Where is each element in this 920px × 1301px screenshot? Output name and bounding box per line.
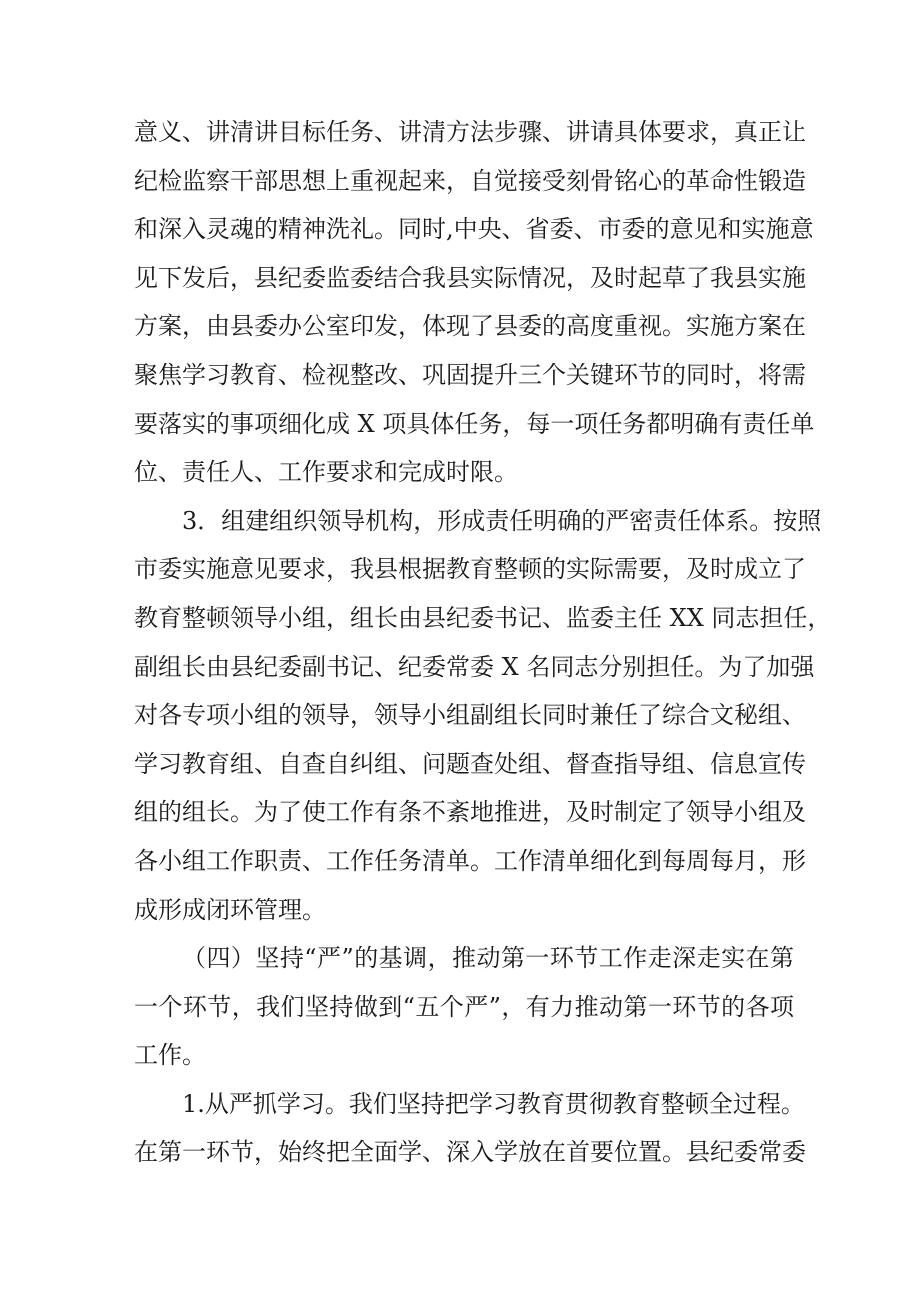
paragraph-line: 市委实施意见要求，我县根据教育整顿的实际需要，及时成立了 <box>134 555 806 584</box>
paragraph-line: 教育整顿领导小组，组长由县纪委书记、监委主任 XX 同志担任， <box>134 603 832 632</box>
paragraph-line: 成形成闭环管理。 <box>134 895 326 924</box>
paragraph-line: 副组长由县纪委副书记、纪委常委 X 名同志分别担任。为了加强 <box>134 652 815 681</box>
paragraph-line: 在第一环节，始终把全面学、深入学放在首要位置。县纪委常委 <box>134 1138 806 1167</box>
paragraph-line: 位、责任人、工作要求和完成时限。 <box>134 458 518 487</box>
paragraph-line: 各小组工作职责、工作任务清单。工作清单细化到每周每月，形 <box>134 846 806 875</box>
paragraph-line: 组的组长。为了使工作有条不紊地推进，及时制定了领导小组及 <box>134 798 806 827</box>
paragraph-line: 学习教育组、自查自纠组、问题查处组、督查指导组、信息宣传 <box>134 749 806 778</box>
paragraph-line: 对各专项小组的领导，领导小组副组长同时兼任了综合文秘组、 <box>134 701 806 730</box>
paragraph-line: 见下发后，县纪委监委结合我县实际情况，及时起草了我县实施 <box>134 263 806 292</box>
section-heading-line: 1.从严抓学习。我们坚持把学习教育贯彻教育整顿全过程。 <box>182 1089 805 1118</box>
paragraph-line: 和深入灵魂的精神洗礼。同时,中央、省委、市委的意见和实施意 <box>134 215 814 244</box>
paragraph-line: 要落实的事项细化成 X 项具体任务，每一项任务都明确有责任单 <box>134 409 815 438</box>
section-heading-line: 3．组建组织领导机构，形成责任明确的严密责任体系。按照 <box>182 506 822 535</box>
section-heading-line: （四）坚持“严”的基调，推动第一环节工作走深走实在第 <box>182 944 794 973</box>
paragraph-line: 聚焦学习教育、检视整改、巩固提升三个关键环节的同时，将需 <box>134 360 806 389</box>
paragraph-line: 意义、讲清讲目标任务、讲清方法步骤、讲请具体要求，真正让 <box>134 118 806 146</box>
paragraph-line: 一个环节，我们坚持做到“五个严”，有力推动第一环节的各项 <box>134 992 794 1021</box>
document-body <box>134 108 832 1177</box>
paragraph-line: 纪检监察干部思想上重视起来，自觉接受刻骨铭心的革命性锻造 <box>134 166 806 195</box>
paragraph-line: 工作。 <box>134 1041 206 1070</box>
paragraph-line: 方案，由县委办公室印发，体现了县委的高度重视。实施方案在 <box>134 312 806 341</box>
